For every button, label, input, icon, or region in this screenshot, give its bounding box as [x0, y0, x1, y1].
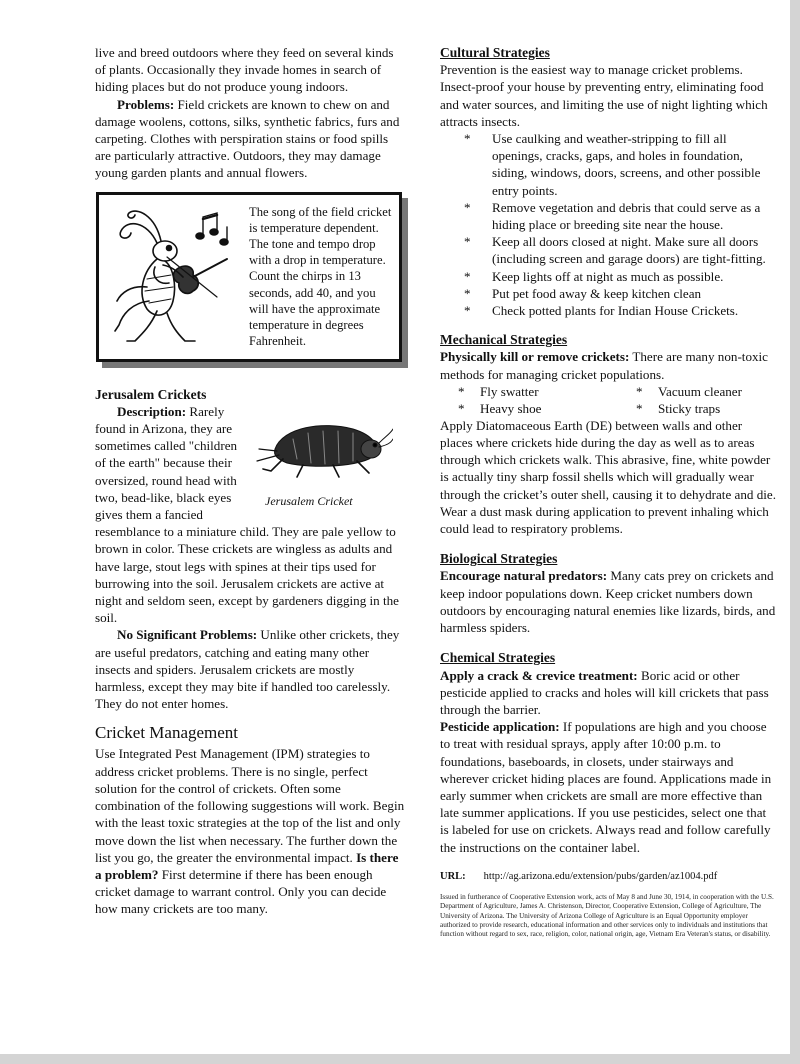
mechanical-paragraph: [440, 348, 776, 382]
diatomaceous-earth-paragraph: Apply Diatomaceous Earth (DE) between walls and other places where crickets hide during the day as well as to areas through which crickets walk. This abrasive, fine, white powder is actually tiny sharp fossil shells which will gradually wear through the cricket’s outer shell, causing it to dehydrate and die. Wear a dust mask during application to prevent inhaling which could lead to respiratory problems.: [440, 417, 776, 537]
mechanical-text: There are many non-toxic methods for managing cricket populations.: [440, 349, 768, 382]
problems-label: Problems:: [117, 96, 175, 112]
tool-sticky-traps: Sticky traps: [658, 400, 721, 416]
url-link[interactable]: http://ag.arizona.edu/extension/pubs/garden/az1004.pdf: [483, 870, 718, 882]
bullet-star: *: [464, 285, 471, 301]
chemical-strategies-heading: Chemical Strategies: [440, 650, 556, 666]
problem-question: Is there a problem?: [95, 849, 399, 882]
list-item: * Put pet food away & keep kitchen clean: [464, 285, 702, 301]
crack-label: Apply a crack & crevice treatment:: [440, 667, 638, 683]
biological-strategies-heading: Biological Strategies: [440, 551, 558, 567]
list-item: * Keep all doors closed at night. Make sure all doors (including screen and garage doors) are tight-fitting.: [464, 234, 766, 267]
bullet-star: *: [636, 383, 643, 399]
tool-heavy-shoe: Heavy shoe: [480, 400, 542, 416]
management-text-2: First determine if there has been enough cricket damage to warrant control. Only you can decide how many crickets are too many.: [95, 866, 387, 917]
mechanical-strategies-heading: Mechanical Strategies: [440, 332, 568, 348]
pesticide-text: If populations are high and you choose to treat with residual sprays, apply after 10:00 p.m. to foundations, baseboards, in closets, under stairways and wherever cricket hiding places are found. Applications made in early summer when crickets are small are more effective than late summer applications. If you use pesticides, select one that is labeled for use on crickets. Always read and follow carefully the instructions on the container label.: [440, 719, 772, 855]
song-callout-box: [96, 192, 402, 362]
bullet-star: *: [464, 234, 471, 250]
bullet-star: *: [464, 131, 471, 147]
list-item: * Remove vegetation and debris that could serve as a hiding place or breeding site near the house.: [464, 199, 761, 233]
cricket-management-heading: Cricket Management: [95, 723, 239, 743]
bullet-star: *: [458, 400, 465, 416]
tool-vacuum-cleaner: Vacuum cleaner: [658, 383, 742, 399]
no-problems-paragraph: [95, 626, 407, 712]
right-column: [440, 44, 776, 940]
cultural-strategies-heading: Cultural Strategies: [440, 45, 550, 60]
pesticide-paragraph: [440, 718, 776, 856]
url-row: [440, 870, 776, 884]
pesticide-label: Pesticide application:: [440, 719, 560, 735]
description-text: Rarely found in Arizona, they are sometimes called "children of the earth" because their oversized, round head with two, bead-like, black eyes gives them a fancied resemblance to a miniature child. They are pale yellow to brown in color. These crickets are wingless as adults and have large, stout legs with spines at their tips used for burrowing into the soil. Jerusalem crickets are active at night and seldom seen, except by gardeners digging in the soil.: [95, 403, 399, 626]
tool-fly-swatter: Fly swatter: [480, 383, 539, 399]
bullet-star: *: [464, 199, 471, 215]
left-column: [95, 44, 407, 918]
jerusalem-cricket-illustration: [253, 409, 393, 479]
biological-label: Encourage natural predators:: [440, 568, 608, 584]
song-callout-text: The song of the field cricket is temperature dependent. The tone and tempo drop with a drop in temperature. Count the chirps in 13 seconds, add 40, and you will have the approximate temperature in degrees Fahrenheit.: [249, 204, 392, 349]
biological-text: Many cats prey on crickets and keep indoor populations down. Keep cricket numbers down outdoors by encouraging natural enemies like lizards, birds, and harmless spiders.: [440, 568, 776, 636]
fiddling-cricket-illustration: [107, 201, 245, 351]
crack-text: Boric acid or other pesticide applied to cracks and holes will kill crickets that pass through the barrier.: [440, 667, 769, 717]
list-item: * Use caulking and weather-stripping to fill all openings, cracks, gaps, and holes in foundation, siding, windows, doors, screens, and other possible entry points.: [464, 131, 761, 198]
jerusalem-crickets-heading: Jerusalem Crickets: [95, 386, 207, 402]
cultural-paragraph: Prevention is the easiest way to manage cricket problems. Insect-proof your house by preventing entry, eliminating food and water sources, and limiting the use of night lighting which attracts insects.: [440, 62, 768, 129]
problems-text: Field crickets are known to chew on and damage woolens, cottons, silks, synthetic fabrics, furs and carpeting. Clothes with perspiration stains or food spills are particularly attractive. Outdoors, they may damage young garden plants and annual flowers.: [95, 96, 400, 181]
management-text-1: Use Integrated Pest Management (IPM) strategies to address cricket problems. There is no single, perfect solution for the control of crickets. Often some combination of the following suggestions will work. Begin with the least toxic strategies at the top of the list and only move down the list when necessary. The further down the list you go, the greater the environmental impact.: [95, 746, 405, 865]
mechanical-label: Physically kill or remove crickets:: [440, 349, 630, 365]
jerusalem-cricket-figure: [245, 405, 415, 515]
bullet-star: *: [464, 268, 471, 284]
extension-fine-print: Issued in furtherance of Cooperative Extension work, acts of May 8 and June 30, 1914, in cooperation with the U.S. Department of Agriculture, James A. Christenson, Director, Cooperative Extension, College of Agriculture, The University of Arizona. The University of Arizona College of Agriculture is an Equal Opportunity employer authorized to provide research, educational information and other services only to individuals and institutions that function without regard to sex, race, religion, color, national origin, age, Vietnam Era Veteran's status, or disability.: [440, 892, 774, 939]
tool-list: [440, 383, 776, 417]
cultural-list: [440, 130, 776, 319]
bullet-star: *: [458, 383, 465, 399]
management-paragraph: [95, 745, 407, 917]
page-shadow-right: [790, 0, 800, 1064]
bullet-star: *: [636, 400, 643, 416]
intro-paragraph: live and breed outdoors where they feed on several kinds of plants. Occasionally they invade homes in search of hiding places but do not produce young indoors.: [95, 45, 394, 95]
problems-paragraph: [95, 96, 407, 182]
jerusalem-description-block: [95, 403, 407, 627]
description-label: Description:: [117, 403, 187, 419]
no-problems-label: No Significant Problems:: [117, 627, 258, 643]
crack-crevice-paragraph: [440, 667, 776, 719]
list-item: * Keep lights off at night as much as possible.: [464, 268, 724, 284]
no-problems-text: Unlike other crickets, they are useful predators, catching and eating many other insects and spiders. Jerusalem crickets are mostly harmless, except they may bite if handled too carelessly. They do not enter homes.: [95, 627, 400, 712]
url-label: URL:: [440, 870, 466, 882]
bullet-star: *: [464, 303, 471, 319]
jerusalem-cricket-caption: Jerusalem Cricket: [265, 493, 353, 508]
list-item: * Check potted plants for Indian House Crickets.: [464, 303, 739, 319]
biological-paragraph: [440, 567, 776, 636]
page-shadow-bottom: [0, 1054, 800, 1064]
